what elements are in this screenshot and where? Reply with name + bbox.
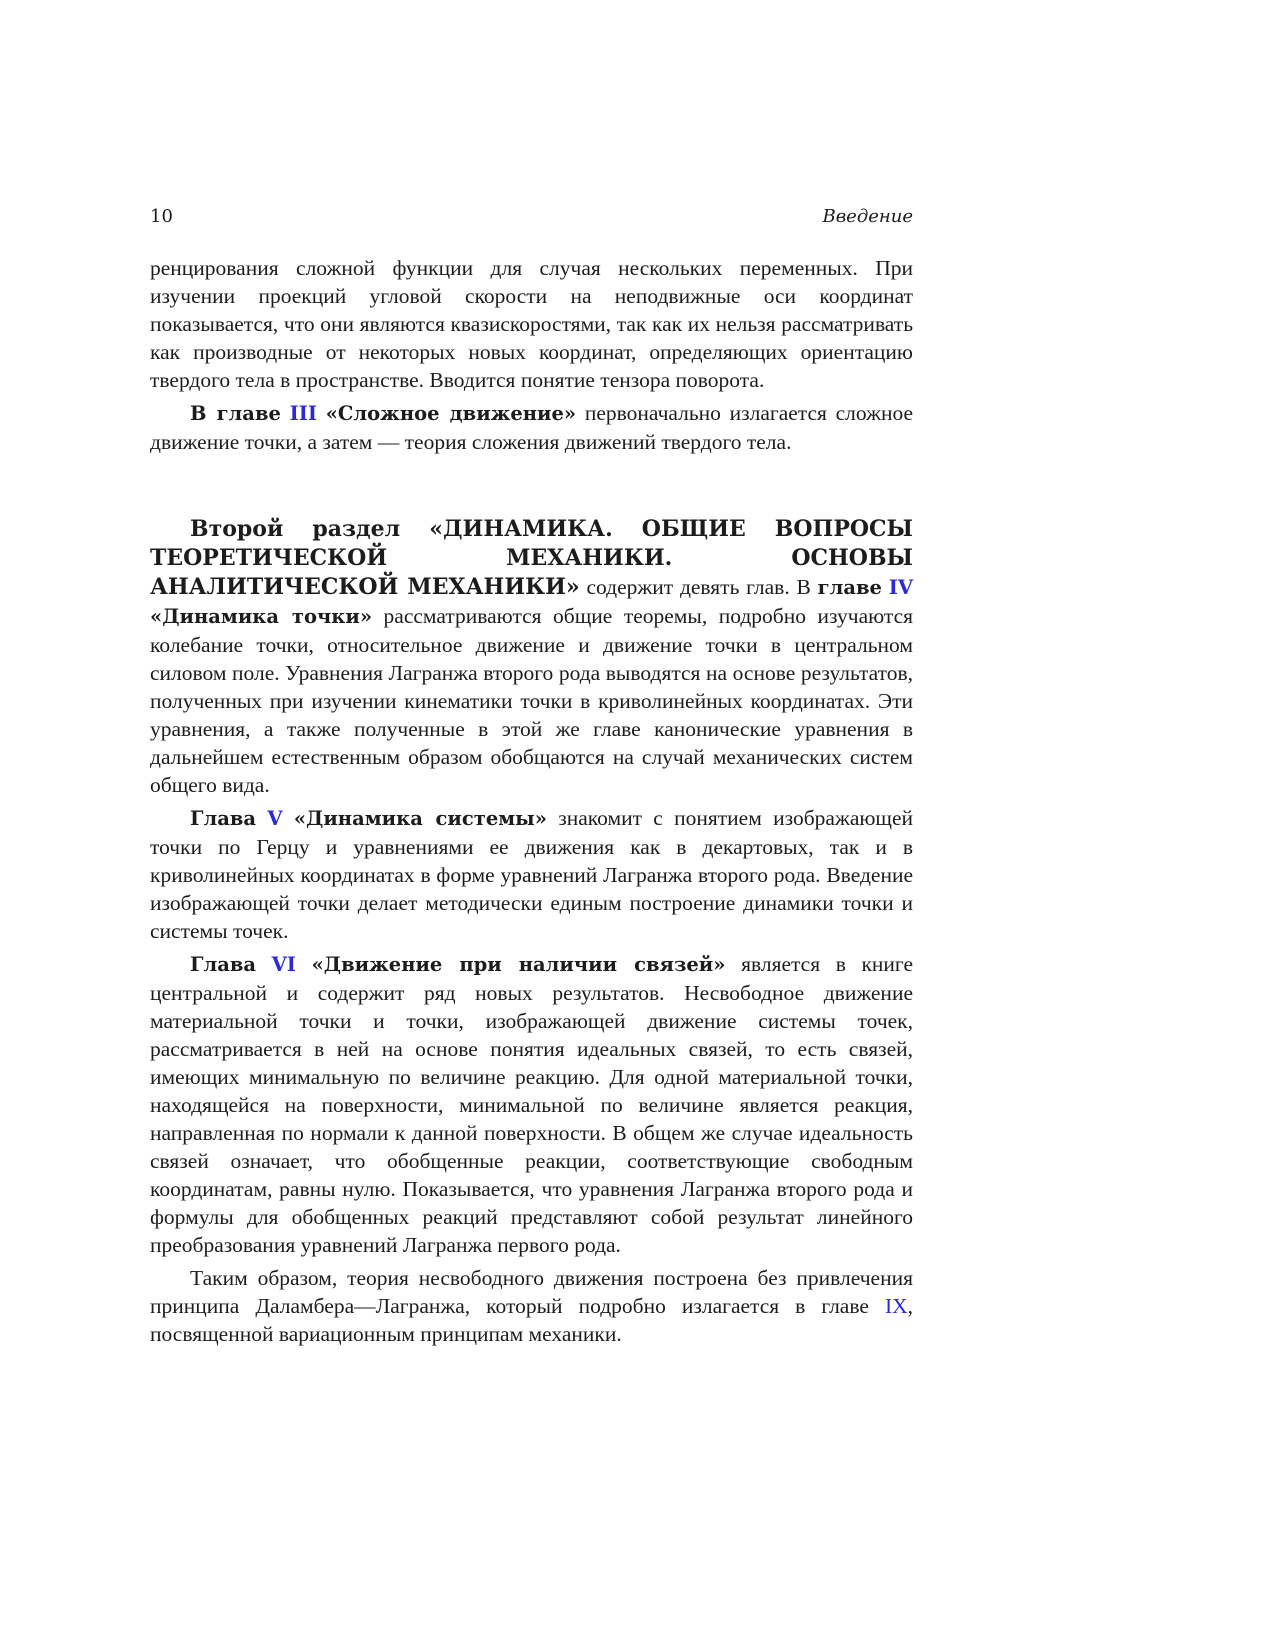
dalembert-tail: , посвященной вариационным принципам механики. <box>150 1294 913 1346</box>
page-header <box>150 206 913 230</box>
text-block-dynamics <box>150 515 913 1353</box>
chapter-3-text: первоначально излагается сложное движение точки, а затем — теория сложения движений твердого тела. <box>150 401 914 454</box>
paragraph-chapter-6 <box>150 950 913 1259</box>
chapter-5-link[interactable]: V <box>267 807 283 830</box>
chapter-3-lead: В главе <box>190 402 281 425</box>
chapter-4-lead: главе <box>817 576 882 599</box>
paragraph-rotation-tensor: ренцирования сложной функции для случая нескольких переменных. При изучении проекций угловой скорости на неподвижные оси координат показывается, что они являются квазискоростями, так как их нельзя рассматривать как производные от некоторых новых координат, определяющих ориентацию твердого тела в пространстве. Вводится понятие тензора поворота. <box>150 256 913 392</box>
text-block-intro <box>150 254 913 461</box>
chapter-4-link[interactable]: IV <box>888 576 914 599</box>
chapter-6-link[interactable]: VI <box>271 953 296 976</box>
dalembert-text: Таким образом, теория несвободного движения построена без привлечения принципа Даламбера—Лагранжа, который подробно излагается в главе <box>150 1266 913 1318</box>
section-2-text: содержит девять глав. В <box>586 575 811 599</box>
chapter-4-title: «Динамика точки» <box>150 605 373 628</box>
chapter-6-text: является в книге центральной и содержит ряд новых результатов. Несвободное движение материальной точки и точки, изображающей движение системы точек, рассматривается в ней на основе понятия идеальных связей, то есть связей, имеющих минимальную по величине реакцию. Для одной материальной точки, находящейся на поверхности, минимальной по величине является реакция, направленная по нормали к данной поверхности. В общем же случае идеальность связей означает, что обобщенные реакции, соответствующие свободным координатам, равны нулю. Показывается, что уравнения Лагранжа второго рода и формулы для обобщенных реакций представляют собой результат линейного преобразования уравнений Лагранжа первого рода. <box>150 952 914 1257</box>
chapter-3-link[interactable]: III <box>289 402 317 425</box>
paragraph-section-2 <box>150 515 913 799</box>
chapter-6-lead: Глава <box>190 953 257 976</box>
chapter-5-title: «Динамика системы» <box>293 807 547 830</box>
chapter-6-title: «Движение при наличии связей» <box>311 953 726 976</box>
paragraph-chapter-5 <box>150 804 913 945</box>
page-number: 10 <box>150 206 173 227</box>
chapter-9-link[interactable]: IX <box>884 1294 908 1318</box>
paragraph-dalembert <box>150 1264 913 1348</box>
chapter-4-text: рассматриваются общие теоремы, подробно изучаются колебание точки, относительное движение и движение точки в центральном силовом поле. Уравнения Лагранжа второго рода выводятся на основе результатов, полученных при изучении кинематики точки в криволинейных координатах. Эти уравнения, а также полученные в этой же главе канонические уравнения в дальнейшем естественным образом обобщаются на случай механических систем общего вида. <box>150 604 914 797</box>
chapter-5-lead: Глава <box>190 807 257 830</box>
section-2-heading: Второй раздел «ДИНАМИКА. ОБЩИЕ ВОПРОСЫ ТЕОРЕТИЧЕСКОЙ МЕХАНИКИ. ОСНОВЫ АНАЛИТИЧЕСКОЙ МЕХАНИКИ» <box>150 516 913 600</box>
chapter-5-text: знакомит с понятием изображающей точки по Герцу и уравнениями ее движения как в декартовых, так и в криволинейных координатах в форме уравнений Лагранжа второго рода. Введение изображающей точки делает методически единым построение динамики точки и системы точек. <box>150 806 914 943</box>
chapter-3-title: «Сложное движение» <box>325 402 577 425</box>
running-title: Введение <box>822 206 913 227</box>
paragraph-chapter-3 <box>150 399 913 456</box>
